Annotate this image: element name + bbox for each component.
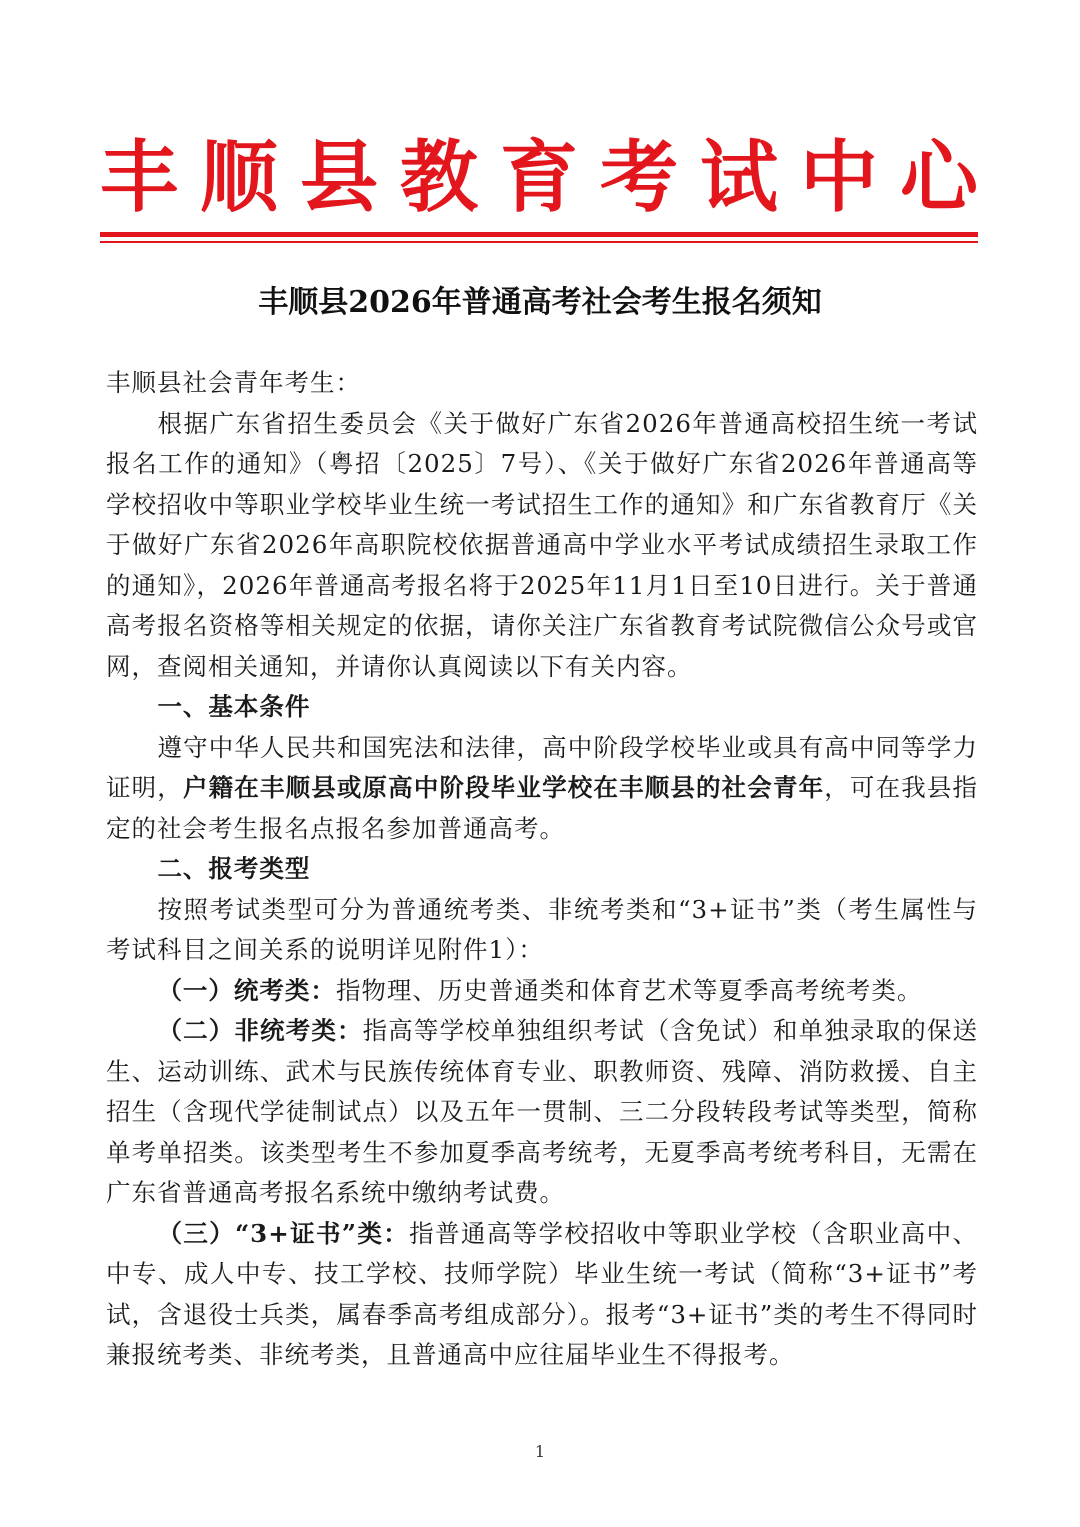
- section-heading-exam-types: 二、报考类型: [157, 854, 311, 883]
- exam-type-unified-label: （一）统考类：: [157, 975, 336, 1005]
- exam-type-unified-text: 指物理、历史普通类和体育艺术等夏季高考统考类。: [335, 975, 923, 1005]
- exam-type-non-unified-label: （二）非统考类：: [157, 1016, 363, 1045]
- masthead-rule-thick: [100, 232, 978, 237]
- exam-type-non-unified-text: 指高等学校单独组织考试（含免试）和单独录取的保送生、运动训练、武术与民族传统体育专业、职教师资、残障、消防救援、自主招生（含现代学徒制试点）以及五年一贯制、三二分段转段考试等类型，简称单考单招类。该类型考生不参加夏季高考统考，无夏季高考统考科目，无需在广东省普通高考报名系统中缴纳考试费。: [106, 1016, 979, 1207]
- basic-conditions-emphasis: 户籍在丰顺县或原高中阶段毕业学校在丰顺县的社会青年: [182, 773, 825, 802]
- exam-type-3-plus-cert: [106, 1214, 978, 1376]
- exam-type-3-plus-cert-label: （三）“3+证书”类：: [157, 1218, 410, 1248]
- basic-conditions-text-b: ，可在我县指定的社会考生报名点报名参加普通高考。: [106, 773, 979, 843]
- document-title: 丰顺县2026年普通高考社会考生报名须知: [258, 285, 822, 320]
- exam-type-unified: [106, 971, 978, 1012]
- issuer-masthead: 丰顺县教育考试中心: [100, 132, 1001, 223]
- intro-paragraph: 根据广东省招生委员会《关于做好广东省2026年普通高校招生统一考试报名工作的通知》（粤招〔2025〕7号）、《关于做好广东省2026年普通高等学校招收中等职业学校毕业生统一考试招生工作的通知》和广东省教育厅《关于做好广东省2026年高职院校依据普通高中学业水平考试成绩招生录取工作的通知》，2026年普通高考报名将于2025年11月1日至10日进行。关于普通高考报名资格等相关规定的依据，请你关注广东省教育考试院微信公众号或官网，查阅相关通知，并请你认真阅读以下有关内容。: [106, 408, 978, 681]
- section-heading-basic-conditions: 一、基本条件: [157, 692, 311, 721]
- masthead-rule-thin: [100, 241, 978, 243]
- page-number: 1: [534, 1442, 546, 1461]
- exam-types-intro: 按照考试类型可分为普通统考类、非统考类和“3+证书”类（考生属性与考试科目之间关系的说明详见附件1）：: [106, 894, 978, 964]
- salutation: 丰顺县社会青年考生：: [106, 368, 361, 397]
- exam-type-non-unified: [106, 1011, 978, 1214]
- exam-type-3-plus-cert-text: 指普通高等学校招收中等职业学校（含职业高中、中专、成人中专、技工学校、技师学院）毕业生统一考试（简称“3+证书”考试，含退役士兵类，属春季高考组成部分）。报考“3+证书”类的考生不得同时兼报统考类、非统考类，且普通高中应往届毕业生不得报考。: [106, 1218, 978, 1369]
- document-body: [106, 363, 978, 1376]
- basic-conditions-text-a: 遵守中华人民共和国宪法和法律，高中阶段学校毕业或具有高中同等学力证明，: [106, 732, 978, 802]
- basic-conditions-paragraph: [106, 728, 978, 850]
